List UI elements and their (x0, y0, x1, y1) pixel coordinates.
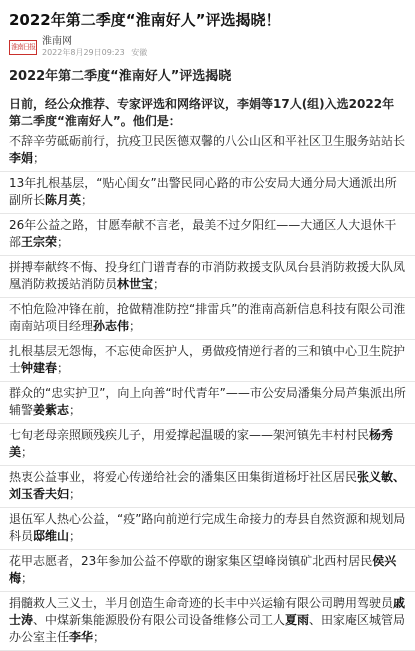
list-item: 热衷公益事业，将爱心传递给社会的潘集区田集街道杨圩社区居民张义敏、刘玉香夫妇； (0, 466, 415, 508)
honoree-name: 林世宝 (117, 277, 154, 291)
article-subtitle: 2022年第二季度“淮南好人”评选揭晓 (9, 69, 232, 84)
list-item: 不辞辛劳砥砺前行，抗疫卫民医德双馨的八公山区和平社区卫生服务站站长李娟； (0, 130, 415, 172)
list-item: 七旬老母亲照顾残疾儿子，用爱撑起温暖的家——架河镇先丰村村民杨秀美； (0, 424, 415, 466)
honoree-name: 杨秀美 (9, 428, 394, 459)
entry-list (0, 130, 415, 651)
post-date: 2022年8月29日09:23 (42, 48, 125, 57)
honoree-name: 邸维山 (33, 529, 70, 543)
source-logo-icon[interactable]: 淮南日报 (9, 40, 37, 55)
honoree-name: 张义敏、刘玉香夫妇 (9, 470, 406, 501)
honoree-name: 姜紫志 (33, 403, 70, 417)
article-title: 2022年第二季度“淮南好人”评选揭晓！ (9, 11, 281, 29)
honoree-name: 王宗荣 (21, 235, 58, 249)
honoree-name: 侯兴梅 (9, 554, 397, 585)
honoree-name: 李娟 (9, 151, 34, 165)
honoree-name: 戚士涛 (9, 596, 406, 627)
source-info (42, 36, 151, 58)
honoree-name: 陈月英 (45, 193, 82, 207)
author-bar (9, 36, 406, 58)
honoree-name: 钟建春 (21, 361, 58, 375)
list-item: 不怕危险冲锋在前，抢做精准防控“排雷兵”的淮南高新信息科技有限公司淮南南站项目经理孙志伟； (0, 298, 415, 340)
list-item: 26年公益之路，甘愿奉献不言老，最美不过夕阳红——大通区人大退休干部王宗荣； (0, 214, 415, 256)
article-page (0, 10, 415, 644)
list-item: 退伍军人热心公益，“疫”路向前逆行完成生命接力的寿县自然资源和规划局科员邸维山； (0, 508, 415, 550)
list-item: 花甲志愿者，23年参加公益不停歇的谢家集区望峰岗镇矿北西村居民侯兴梅； (0, 550, 415, 592)
honoree-name: 夏雨 (285, 613, 310, 627)
list-item: 拼搏奉献终不悔、投身红门谱青春的市消防救援支队凤台县消防救援大队凤凰消防救援站消防员林世宝； (0, 256, 415, 298)
list-item: 扎根基层无怨悔，不忘使命医护人，勇做疫情逆行者的三和镇中心卫生院护士钟建春； (0, 340, 415, 382)
list-item: 13年扎根基层，“贴心闺女”出警民同心路的市公安局大通分局大通派出所副所长陈月英； (0, 172, 415, 214)
list-item: 捐髓救人三义士，半月创造生命奇迹的长丰中兴运输有限公司聘用驾驶员戚士涛、中煤新集能源股份有限公司设备维修公司工人夏雨、田家庵区城管局办公室主任李华； (0, 592, 415, 651)
post-location: 安徽 (131, 48, 148, 57)
honoree-name: 李华 (69, 630, 94, 644)
list-item: 群众的“忠实护卫”，向上向善“时代青年”——市公安局潘集分局芦集派出所辅警姜紫志； (0, 382, 415, 424)
post-meta (42, 48, 151, 58)
article-intro: 日前，经公众推荐、专家评选和网络评议，李娟等17人(组)入选2022年第二季度“淮南好人”。他们是： (9, 97, 395, 128)
honoree-name: 孙志伟 (93, 319, 130, 333)
source-name[interactable]: 淮南网 (42, 36, 72, 47)
